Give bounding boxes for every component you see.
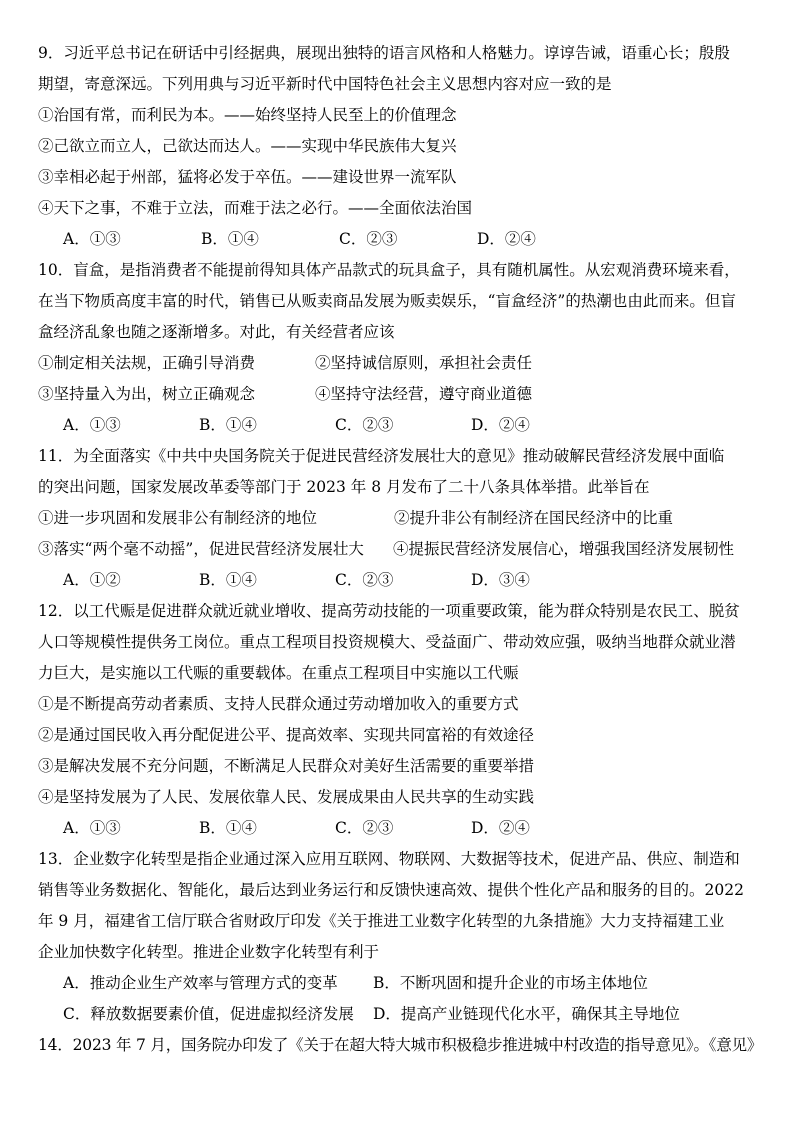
question-10-item: ④坚持守法经营，遵守商业道德	[315, 385, 533, 403]
question-10-stem-line: 盒经济乱象也随之逐渐增多。对此，有关经营者应该	[38, 323, 395, 341]
question-13-stem-line: 年 9 月，福建省工信厅联合省财政厅印发《关于推进工业数字化转型的九条措施》大力支持福建工业	[38, 912, 725, 930]
question-13-stem-line: 13．企业数字化转型是指企业通过深入应用互联网、物联网、大数据等技术，促进产品、供应、制造和	[38, 850, 740, 868]
option-a[interactable]: A．①③	[63, 819, 121, 837]
question-12	[38, 596, 768, 844]
option-d[interactable]: D．③④	[471, 571, 530, 589]
option-b[interactable]: B．不断巩固和提升企业的市场主体地位	[373, 974, 648, 992]
question-14-stem-line: 14．2023 年 7 月，国务院办印发了《关于在超大特大城市积极稳步推进城中村改造的指导意见》。《意见》	[38, 1036, 763, 1054]
question-13-stem-line: 销售等业务数据化、智能化，最后达到业务运行和反馈快速高效、提供个性化产品和服务的目的。2022	[38, 881, 744, 899]
question-11-item: ①进一步巩固和发展非公有制经济的地位	[38, 509, 318, 527]
option-a[interactable]: A．①③	[63, 230, 121, 248]
question-9-item: ③幸相必起于州部，猛将必发于卒伍。——建设世界一流军队	[38, 168, 457, 186]
question-12-item: ②是通过国民收入再分配促进公平、提高效率、实现共同富裕的有效途径	[38, 726, 535, 744]
option-c[interactable]: C．②③	[335, 819, 394, 837]
question-12-stem-line: 力巨大，是实施以工代赈的重要载体。在重点工程项目中实施以工代赈	[38, 664, 519, 682]
question-10-item: ②坚持诚信原则，承担社会责任	[315, 354, 533, 372]
question-11-stem-line: 的突出问题，国家发展改革委等部门于 2023 年 8 月发布了二十八条具体举措。此举旨在	[38, 478, 650, 496]
question-13	[38, 844, 768, 1030]
question-11-item: ②提升非公有制经济在国民经济中的比重	[394, 509, 674, 527]
question-12-stem-line: 12．以工代赈是促进群众就近就业增收、提高劳动技能的一项重要政策，能为群众特别是农民工、脱贫	[38, 602, 740, 620]
option-c[interactable]: C．释放数据要素价值，促进虚拟经济发展	[63, 1005, 354, 1023]
question-9	[38, 38, 768, 255]
question-12-item: ①是不断提高劳动者素质、支持人民群众通过劳动增加收入的重要方式	[38, 695, 519, 713]
question-9-item: ①治国有常，而利民为本。——始终坚持人民至上的价值理念	[38, 106, 457, 124]
question-12-options	[38, 813, 768, 844]
question-10-item-row	[38, 348, 768, 379]
option-b[interactable]: B．①④	[199, 819, 257, 837]
option-b[interactable]: B．①④	[199, 416, 257, 434]
question-11	[38, 441, 768, 596]
option-d[interactable]: D．②④	[471, 416, 530, 434]
question-11-item-row	[38, 503, 768, 534]
question-12-item: ③是解决发展不充分问题，不断满足人民群众对美好生活需要的重要举措	[38, 757, 535, 775]
question-12-item: ④是坚持发展为了人民、发展依靠人民、发展成果由人民共享的生动实践	[38, 788, 535, 806]
option-c[interactable]: C．②③	[335, 571, 394, 589]
option-b[interactable]: B．①④	[199, 571, 257, 589]
question-11-item-row	[38, 534, 768, 565]
question-9-options	[38, 224, 768, 255]
question-10-item-row	[38, 379, 768, 410]
question-10-item: ①制定相关法规，正确引导消费	[38, 354, 256, 372]
question-10	[38, 255, 768, 441]
question-13-stem-line: 企业加快数字化转型。推进企业数字化转型有利于	[38, 943, 380, 961]
question-11-stem-line: 11．为全面落实《中共中央国务院关于促进民营经济发展壮大的意见》推动破解民营经济发展中面临	[38, 447, 725, 465]
question-11-item: ④提振民营经济发展信心，增强我国经济发展韧性	[393, 540, 735, 558]
question-9-stem-line: 期望，寄意深远。下列用典与习近平新时代中国特色社会主义思想内容对应一致的是	[38, 75, 612, 93]
option-a[interactable]: A．①③	[63, 416, 121, 434]
question-9-stem-line: 9．习近平总书记在研话中引经据典，展现出独特的语言风格和人格魅力。谆谆告诫，语重心长；殷殷	[38, 44, 730, 62]
question-11-item: ③落实“两个毫不动摇”，促进民营经济发展壮大	[38, 540, 364, 558]
option-a[interactable]: A．推动企业生产效率与管理方式的变革	[63, 974, 338, 992]
question-10-stem-line: 10．盲盒，是指消费者不能提前得知具体产品款式的玩具盒子，具有随机属性。从宏观消费环境来看，	[38, 261, 740, 279]
question-11-options	[38, 565, 768, 596]
option-a[interactable]: A．①②	[63, 571, 121, 589]
option-d[interactable]: D．提高产业链现代化水平，确保其主导地位	[373, 1005, 680, 1023]
option-b[interactable]: B．①④	[201, 230, 259, 248]
question-10-options	[38, 410, 768, 441]
exam-page	[38, 38, 768, 1061]
question-13-options-row	[38, 968, 768, 999]
option-d[interactable]: D．②④	[477, 230, 536, 248]
option-c[interactable]: C．②③	[339, 230, 398, 248]
option-d[interactable]: D．②④	[471, 819, 530, 837]
question-14	[38, 1030, 768, 1061]
question-9-item: ④天下之事，不难于立法，而难于法之必行。——全面依法治国	[38, 199, 473, 217]
question-10-item: ③坚持量入为出，树立正确观念	[38, 385, 256, 403]
question-12-stem-line: 人口等规模性提供务工岗位。重点工程项目投资规模大、受益面广、带动效应强，吸纳当地群众就业潜	[38, 633, 736, 651]
question-9-item: ②己欲立而立人，己欲达而达人。——实现中华民族伟大复兴	[38, 137, 457, 155]
question-10-stem-line: 在当下物质高度丰富的时代，销售已从贩卖商品发展为贩卖娱乐，“盲盒经济”的热潮也由此而来。但盲	[38, 292, 736, 310]
option-c[interactable]: C．②③	[335, 416, 394, 434]
question-13-options-row	[38, 999, 768, 1030]
